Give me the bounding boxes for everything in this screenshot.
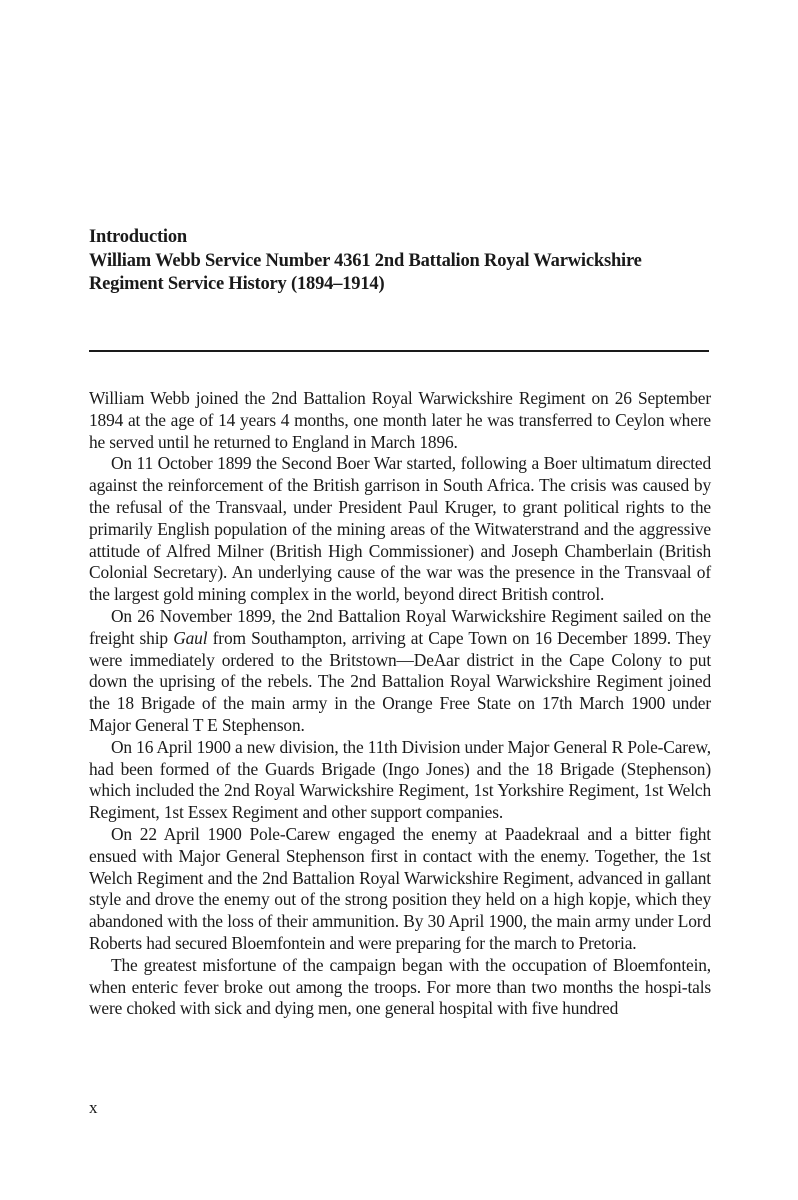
heading-introduction: Introduction	[89, 227, 188, 247]
paragraph-6: The greatest misfortune of the campaign began with the occupation of Bloemfontein, when enteric fever broke out among the troops. For more than two months the hospi-tals were choked with sick and dying men, one general hospital with five hundred	[89, 954, 711, 1019]
chapter-heading	[89, 226, 709, 297]
paragraph-4: On 16 April 1900 a new division, the 11th Division under Major General R Pole-Carew, had been formed of the Guards Brigade (Ingo Jones) and the 18 Brigade (Stephenson) which included the 2nd Royal Warwickshire Regiment, 1st Yorkshire Regiment, 1st Welch Regiment, 1st Essex Regiment and other support companies.	[89, 736, 711, 823]
paragraph-3	[89, 606, 711, 737]
page-number: x	[89, 1098, 98, 1117]
heading-title-line-2: Regiment Service History (1894–1914)	[89, 274, 385, 294]
paragraph-2: On 11 October 1899 the Second Boer War started, following a Boer ultimatum directed against the reinforcement of the British garrison in South Africa. The crisis was caused by the refusal of the Transvaal, under President Paul Kruger, to grant political rights to the primarily English population of the mining areas of the Witwaterstrand and the aggressive attitude of Alfred Milner (British High Commissioner) and Joseph Chamberlain (British Colonial Secretary). An underlying cause of the war was the presence in the Transvaal of the largest gold mining complex in the world, beyond direct British control.	[89, 453, 711, 605]
paragraph-3-end: from Southampton, arriving at Cape Town on 16 December 1899. They were immediately ordered to the Britstown—DeAar district in the Cape Colony to put down the uprising of the rebels. The 2nd Battalion Royal Warwickshire Regiment joined the 18 Brigade of the main army in the Orange Free State on 17th March 1900 under Major General T E Stephenson.	[89, 627, 712, 735]
heading-title-line-1: William Webb Service Number 4361 2nd Battalion Royal Warwickshire	[89, 250, 642, 271]
paragraph-5: On 22 April 1900 Pole-Carew engaged the enemy at Paadekraal and a bitter fight ensued with Major General Stephenson first in contact with the enemy. Together, the 1st Welch Regiment and the 2nd Battalion Royal Warwickshire Regiment, advanced in gallant style and drove the enemy out of the strong position they held on a high kopje, which they abandoned with the loss of their ammunition. By 30 April 1900, the main army under Lord Roberts had secured Bloemfontein and were preparing for the march to Pretoria.	[89, 823, 711, 953]
heading-rule	[89, 350, 709, 352]
body-text	[89, 388, 711, 1020]
paragraph-1: William Webb joined the 2nd Battalion Royal Warwickshire Regiment on 26 September 1894 at the age of 14 years 4 months, one month later he was transferred to Ceylon where he served until he returned to England in March 1896.	[89, 388, 711, 452]
ship-name: Gaul	[173, 627, 208, 648]
paragraph-3-start: On 26 November 1899, the 2nd Battalion Royal Warwickshire Regiment sailed on the freight ship	[89, 605, 711, 648]
